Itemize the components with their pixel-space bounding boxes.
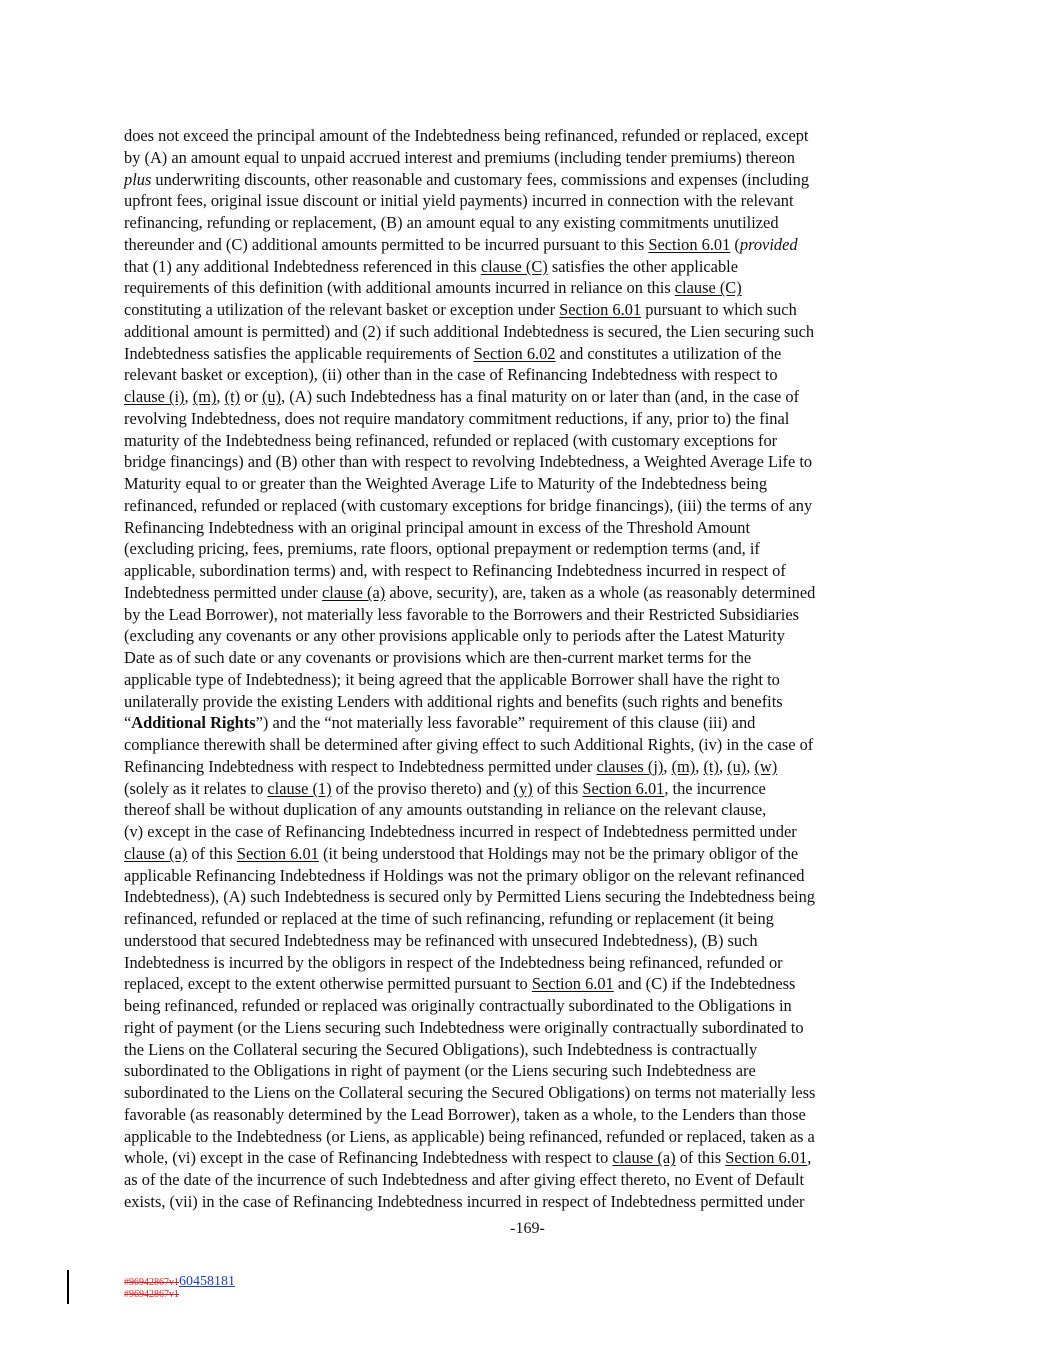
body-line <box>124 1169 932 1191</box>
text-run: , (A) such Indebtedness has a final maturity on or later than (and, in the case of <box>281 387 800 406</box>
text-run: additional amount is permitted) and (2) if such additional Indebtedness is secured, the Lien securing such <box>124 321 815 341</box>
text-run: , <box>695 756 704 776</box>
text-run: requirements of this definition (with additional amounts incurred in reliance on this <box>124 278 675 298</box>
text-run: and constitutes a utilization of the <box>555 343 782 363</box>
body-line <box>124 1147 932 1169</box>
body-line <box>124 473 932 495</box>
text-run: Date as of such date or any covenants or provisions which are then-current market terms for the <box>124 648 752 667</box>
body-line <box>124 734 932 756</box>
deleted-document-id-footer: #96942867v1 <box>124 1289 179 1300</box>
body-line <box>124 212 932 234</box>
cross-reference: Section 6.02 <box>473 343 556 363</box>
body-line <box>124 669 932 691</box>
text-run: subordinated to the Liens on the Collateral securing the Secured Obligations) on terms not materially less <box>124 1083 816 1102</box>
body-line <box>124 364 932 386</box>
body-line <box>124 756 932 778</box>
body-line <box>124 451 932 473</box>
cross-reference: clause (a) <box>612 1148 676 1168</box>
body-line <box>124 691 932 713</box>
text-run: upfront fees, original issue discount or initial yield payments) incurred in connection with the relevant <box>124 191 794 211</box>
text-run: applicable Refinancing Indebtedness if Holdings was not the primary obligor on the relevant refinanced <box>124 865 805 885</box>
body-line <box>124 625 932 647</box>
body-line <box>124 190 932 212</box>
cross-reference: (t) <box>224 387 241 406</box>
deleted-document-id: #96942867v1 <box>124 1277 179 1288</box>
text-run: (excluding any covenants or any other provisions applicable only to periods after the Latest Maturity <box>124 626 785 646</box>
body-line <box>124 408 932 430</box>
cross-reference: (y) <box>513 778 533 798</box>
body-line <box>124 799 932 821</box>
body-line <box>124 234 932 256</box>
italic-term: plus <box>124 169 152 189</box>
text-run: applicable type of Indebtedness); it being agreed that the applicable Borrower shall have the right to <box>124 669 780 689</box>
text-run: by (A) an amount equal to unpaid accrued interest and premiums (including tender premiums) thereon <box>124 147 795 167</box>
cross-reference: (u) <box>727 756 747 776</box>
body-line <box>124 1082 932 1104</box>
text-run: of this <box>532 778 583 798</box>
body-line <box>124 169 932 191</box>
body-line <box>124 582 932 604</box>
text-run: , <box>746 756 755 776</box>
text-run: Indebtedness), (A) such Indebtedness is secured only by Permitted Liens securing the Indebtedness being <box>124 887 815 907</box>
body-line <box>124 604 932 626</box>
text-run: revolving Indebtedness, does not require mandatory commitment reductions, if any, prior to) the final <box>124 408 790 428</box>
cross-reference: (m) <box>671 756 696 776</box>
text-run: thereunder and (C) additional amounts permitted to be incurred pursuant to this <box>124 234 649 254</box>
text-run: “ <box>124 713 132 733</box>
text-run: satisfies the other applicable <box>547 256 738 276</box>
cross-reference: (w) <box>754 756 778 776</box>
text-run: (solely as it relates to <box>124 778 268 798</box>
text-run: exists, (vii) in the case of Refinancing Indebtedness incurred in respect of Indebtedness permitted under <box>124 1191 805 1211</box>
body-line <box>124 430 932 452</box>
text-run: that (1) any additional Indebtedness referenced in this <box>124 256 481 276</box>
cross-reference: clause (C) <box>674 278 742 298</box>
text-run: Indebtedness is incurred by the obligors in respect of the Indebtedness being refinanced, refunded or <box>124 952 783 972</box>
text-run: refinanced, refunded or replaced at the time of such refinancing, refunding or replacement (it being <box>124 909 774 928</box>
cross-reference: clauses (j) <box>596 756 664 776</box>
body-line <box>124 1060 932 1082</box>
text-run: and (C) if the Indebtedness <box>613 974 796 994</box>
text-run: favorable (as reasonably determined by the Lead Borrower), taken as a whole, to the Lenders than those <box>124 1104 806 1124</box>
cross-reference: clause (a) <box>124 843 188 863</box>
text-run: subordinated to the Obligations in right of payment (or the Liens securing such Indebtedness are <box>124 1061 756 1081</box>
text-run: right of payment (or the Liens securing such Indebtedness were originally contractually subordinated to <box>124 1017 804 1037</box>
text-run: pursuant to which such <box>641 300 797 319</box>
inserted-document-id: 60458181 <box>179 1274 235 1289</box>
cross-reference: clause (a) <box>322 582 386 602</box>
body-line <box>124 778 932 800</box>
text-run: of this <box>187 843 237 863</box>
body-line <box>124 1104 932 1126</box>
document-id-block <box>124 1272 235 1300</box>
text-run: Refinancing Indebtedness with an original principal amount in excess of the Threshold Amount <box>124 517 751 537</box>
body-line <box>124 256 932 278</box>
body-line <box>124 1039 932 1061</box>
body-line <box>124 973 932 995</box>
body-line <box>124 277 932 299</box>
cross-reference: Section 6.01 <box>531 974 614 994</box>
text-run: of the proviso thereto) and <box>331 778 514 798</box>
text-run: thereof shall be without duplication of any amounts outstanding in reliance on the relevant clause, <box>124 800 767 820</box>
text-run: , <box>807 1148 812 1168</box>
text-run: (excluding pricing, fees, premiums, rate floors, optional prepayment or redemption terms (and, if <box>124 539 760 559</box>
text-run: (v) except in the case of Refinancing Indebtedness incurred in respect of Indebtedness permitted under <box>124 822 797 841</box>
defined-term: Additional Rights <box>131 713 256 733</box>
text-run: Indebtedness satisfies the applicable requirements of <box>124 343 474 363</box>
cross-reference: (t) <box>703 756 719 776</box>
body-line <box>124 712 932 734</box>
cross-reference: Section 6.01 <box>236 843 319 863</box>
text-run: understood that secured Indebtedness may be refinanced with unsecured Indebtedness), (B) such <box>124 930 758 950</box>
text-run: does not exceed the principal amount of the Indebtedness being refinanced, refunded or replaced, except <box>124 126 809 145</box>
text-run: ”) and the “not materially less favorable” requirement of this clause (iii) and <box>255 713 756 733</box>
text-run: Maturity equal to or greater than the Weighted Average Life to Maturity of the Indebtedness being <box>124 474 768 493</box>
cross-reference: clause (1) <box>267 778 332 798</box>
body-line <box>124 995 932 1017</box>
text-run: Indebtedness permitted under <box>124 582 322 602</box>
text-run: (it being understood that Holdings may not be the primary obligor of the <box>318 843 799 863</box>
text-run: of this <box>675 1148 726 1168</box>
text-run: underwriting discounts, other reasonable and customary fees, commissions and expenses (including <box>151 169 810 189</box>
text-run: maturity of the Indebtedness being refinanced, refunded or replaced (with customary exceptions for <box>124 430 778 450</box>
body-line <box>124 930 932 952</box>
body-line <box>124 908 932 930</box>
text-run: the Liens on the Collateral securing the Secured Obligations), such Indebtedness is contractually <box>124 1039 758 1059</box>
cross-reference: Section 6.01 <box>559 300 642 319</box>
body-line <box>124 843 932 865</box>
cross-reference: clause (C) <box>480 256 548 276</box>
text-run: or <box>240 387 262 406</box>
body-line <box>124 125 932 147</box>
text-run: , <box>718 756 728 776</box>
body-line <box>124 517 932 539</box>
page-number: -169- <box>510 1220 545 1237</box>
body-line <box>124 952 932 974</box>
cross-reference: (m) <box>192 387 217 406</box>
text-run: applicable to the Indebtedness (or Liens, as applicable) being refinanced, refunded or replaced, taken as a <box>124 1126 815 1146</box>
cross-reference: Section 6.01 <box>582 778 665 798</box>
cross-reference: Section 6.01 <box>725 1148 808 1168</box>
change-bar <box>67 1270 69 1304</box>
text-run: relevant basket or exception), (ii) other than in the case of Refinancing Indebtedness with respect to <box>124 365 778 385</box>
body-line <box>124 1191 932 1213</box>
text-run: ( <box>730 234 740 254</box>
cross-reference: Section 6.01 <box>648 234 731 254</box>
text-run: whole, (vi) except in the case of Refinancing Indebtedness with respect to <box>124 1148 613 1168</box>
text-run: constituting a utilization of the relevant basket or exception under <box>124 300 560 319</box>
text-run: compliance therewith shall be determined after giving effect to such Additional Rights, (iv) in the case of <box>124 735 814 754</box>
text-run: by the Lead Borrower), not materially less favorable to the Borrowers and their Restricted Subsidiaries <box>124 604 800 624</box>
text-run: replaced, except to the extent otherwise permitted pursuant to <box>124 974 532 994</box>
body-line <box>124 865 932 887</box>
text-run: , <box>184 387 193 406</box>
text-run: as of the date of the incurrence of such Indebtedness and after giving effect thereto, no Event of Default <box>124 1170 805 1189</box>
body-line <box>124 821 932 843</box>
text-run: , <box>663 756 672 776</box>
text-run: above, security), are, taken as a whole (as reasonably determined <box>385 582 816 602</box>
body-line <box>124 386 932 408</box>
text-run: , the incurrence <box>664 778 766 798</box>
body-line <box>124 886 932 908</box>
body-line <box>124 560 932 582</box>
cross-reference: (u) <box>261 387 282 406</box>
body-line <box>124 1126 932 1148</box>
body-line <box>124 147 932 169</box>
body-line <box>124 538 932 560</box>
text-run: applicable, subordination terms) and, with respect to Refinancing Indebtedness incurred in respect of <box>124 561 786 580</box>
body-line <box>124 321 932 343</box>
body-line <box>124 495 932 517</box>
text-run: , <box>216 387 225 406</box>
text-run: bridge financings) and (B) other than with respect to revolving Indebtedness, a Weighted Average Life to <box>124 452 813 472</box>
cross-reference: clause (i) <box>124 387 185 406</box>
text-run: Refinancing Indebtedness with respect to Indebtedness permitted under <box>124 756 597 776</box>
text-run: unilaterally provide the existing Lenders with additional rights and benefits (such rights and benefits <box>124 691 783 711</box>
body-text <box>124 125 932 1213</box>
body-line <box>124 647 932 669</box>
text-run: being refinanced, refunded or replaced was originally contractually subordinated to the Obligations in <box>124 996 792 1015</box>
body-line <box>124 1017 932 1039</box>
body-line <box>124 343 932 365</box>
text-run: refinanced, refunded or replaced (with customary exceptions for bridge financings), (iii) the terms of any <box>124 495 813 515</box>
italic-term: provided <box>739 234 798 254</box>
body-line <box>124 299 932 321</box>
text-run: refinancing, refunding or replacement, (B) an amount equal to any existing commitments unutilized <box>124 213 779 232</box>
